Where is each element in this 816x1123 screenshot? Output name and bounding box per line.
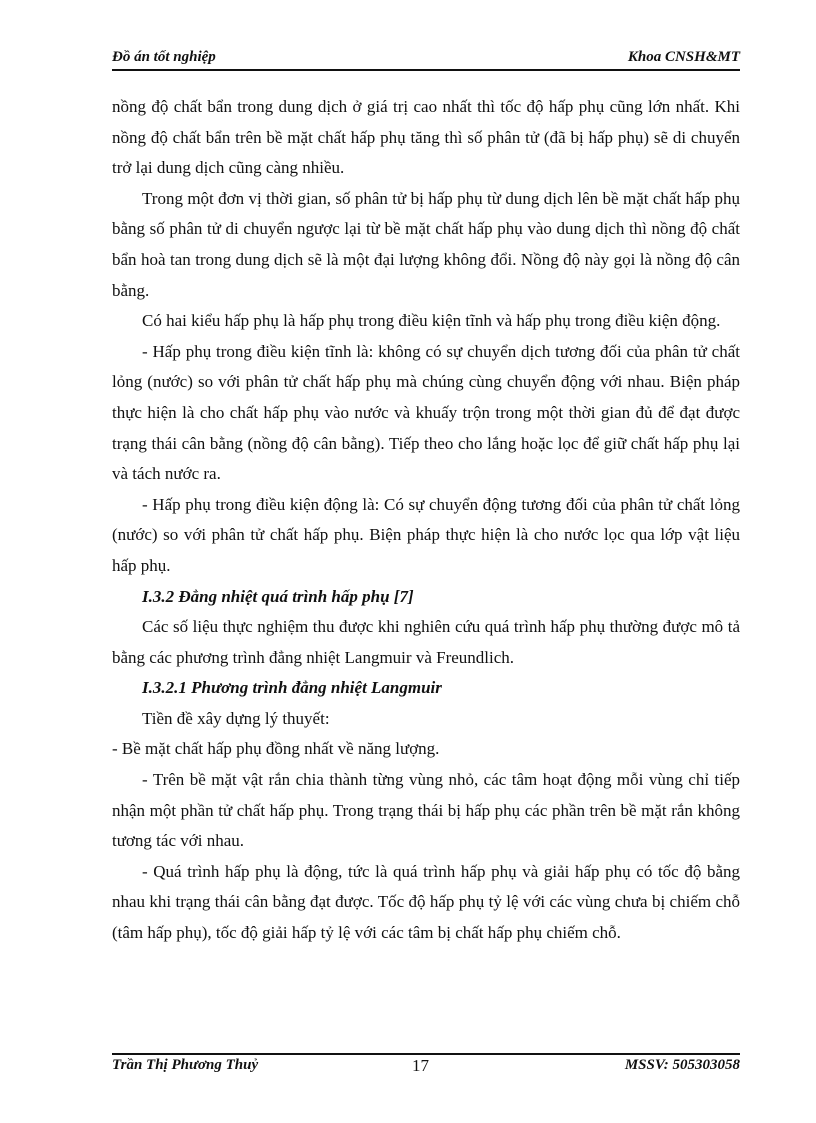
paragraph: - Hấp phụ trong điều kiện động là: Có sự chuyển động tương đối của phân tử chất lỏng (nước) so với phân tử chất hấp phụ. Biện pháp thực hiện là cho nước lọc qua lớp vật liệu hấp phụ. bbox=[112, 494, 740, 575]
header-rule bbox=[112, 69, 740, 71]
paragraph: Có hai kiểu hấp phụ là hấp phụ trong điều kiện tĩnh và hấp phụ trong điều kiện động. bbox=[142, 311, 721, 331]
paragraph: - Trên bề mặt vật rắn chia thành từng vùng nhỏ, các tâm hoạt động mỗi vùng chỉ tiếp nhận một phần tử chất hấp phụ. Trong trạng thái bị hấp phụ các phần trên bề mặt rắn không tương tác với nhau. bbox=[112, 770, 740, 851]
subsection-heading: I.3.2.1 Phương trình đẳng nhiệt Langmuir bbox=[142, 678, 442, 698]
footer-student-id: MSSV: 505303058 bbox=[624, 1057, 740, 1073]
footer-rule bbox=[112, 1053, 740, 1055]
paragraph: Trong một đơn vị thời gian, số phân tử bị hấp phụ từ dung dịch lên bề mặt chất hấp phụ bằng số phân tử di chuyển ngược lại từ bề mặt chất hấp phụ vào dung dịch thì nồng độ chất bẩn hoà tan trong dung dịch sẽ là một đại lượng không đổi. Nồng độ này gọi là nồng độ cân bằng. bbox=[112, 188, 740, 300]
section-heading: I.3.2 Đẳng nhiệt quá trình hấp phụ [7] bbox=[142, 586, 414, 606]
header-title: Đồ án tốt nghiệp bbox=[112, 49, 216, 65]
header-department: Khoa CNSH&MT bbox=[627, 49, 740, 65]
page-header bbox=[112, 47, 740, 69]
paragraph: Tiền đề xây dựng lý thuyết: bbox=[142, 708, 330, 728]
document-body bbox=[112, 92, 740, 949]
paragraph: - Bề mặt chất hấp phụ đồng nhất về năng lượng. bbox=[112, 739, 440, 759]
page-number: 17 bbox=[412, 1056, 429, 1075]
paragraph: - Hấp phụ trong điều kiện tĩnh là: không có sự chuyển dịch tương đối của phân tử chất lỏng (nước) so với phân tử chất hấp phụ mà chúng cùng chuyển động với nhau. Biện pháp thực hiện là cho chất hấp phụ vào nước và khuấy trộn trong một thời gian đủ để đạt được trạng thái cân bằng (nồng độ cân bằng). Tiếp theo cho lắng hoặc lọc để giữ chất hấp phụ lại và tách nước ra. bbox=[112, 341, 740, 484]
paragraph: nồng độ chất bẩn trong dung dịch ở giá trị cao nhất thì tốc độ hấp phụ cũng lớn nhất. Khi nồng độ chất bẩn trên bề mặt chất hấp phụ tăng thì số phân tử (đã bị hấp phụ) sẽ di chuyển trở lại dung dịch cũng càng nhiều. bbox=[112, 97, 740, 178]
paragraph: - Quá trình hấp phụ là động, tức là quá trình hấp phụ và giải hấp phụ có tốc độ bằng nhau khi trạng thái cân bằng đạt được. Tốc độ hấp phụ tỷ lệ với các vùng chưa bị chiếm chỗ (tâm hấp phụ), tốc độ giải hấp tỷ lệ với các tâm bị chất hấp phụ chiếm chỗ. bbox=[112, 861, 740, 943]
footer-author: Trần Thị Phương Thuỷ bbox=[112, 1057, 259, 1073]
paragraph: Các số liệu thực nghiệm thu được khi nghiên cứu quá trình hấp phụ thường được mô tả bằng các phương trình đẳng nhiệt Langmuir và Freundlich. bbox=[112, 617, 740, 667]
page-footer bbox=[112, 1056, 740, 1080]
